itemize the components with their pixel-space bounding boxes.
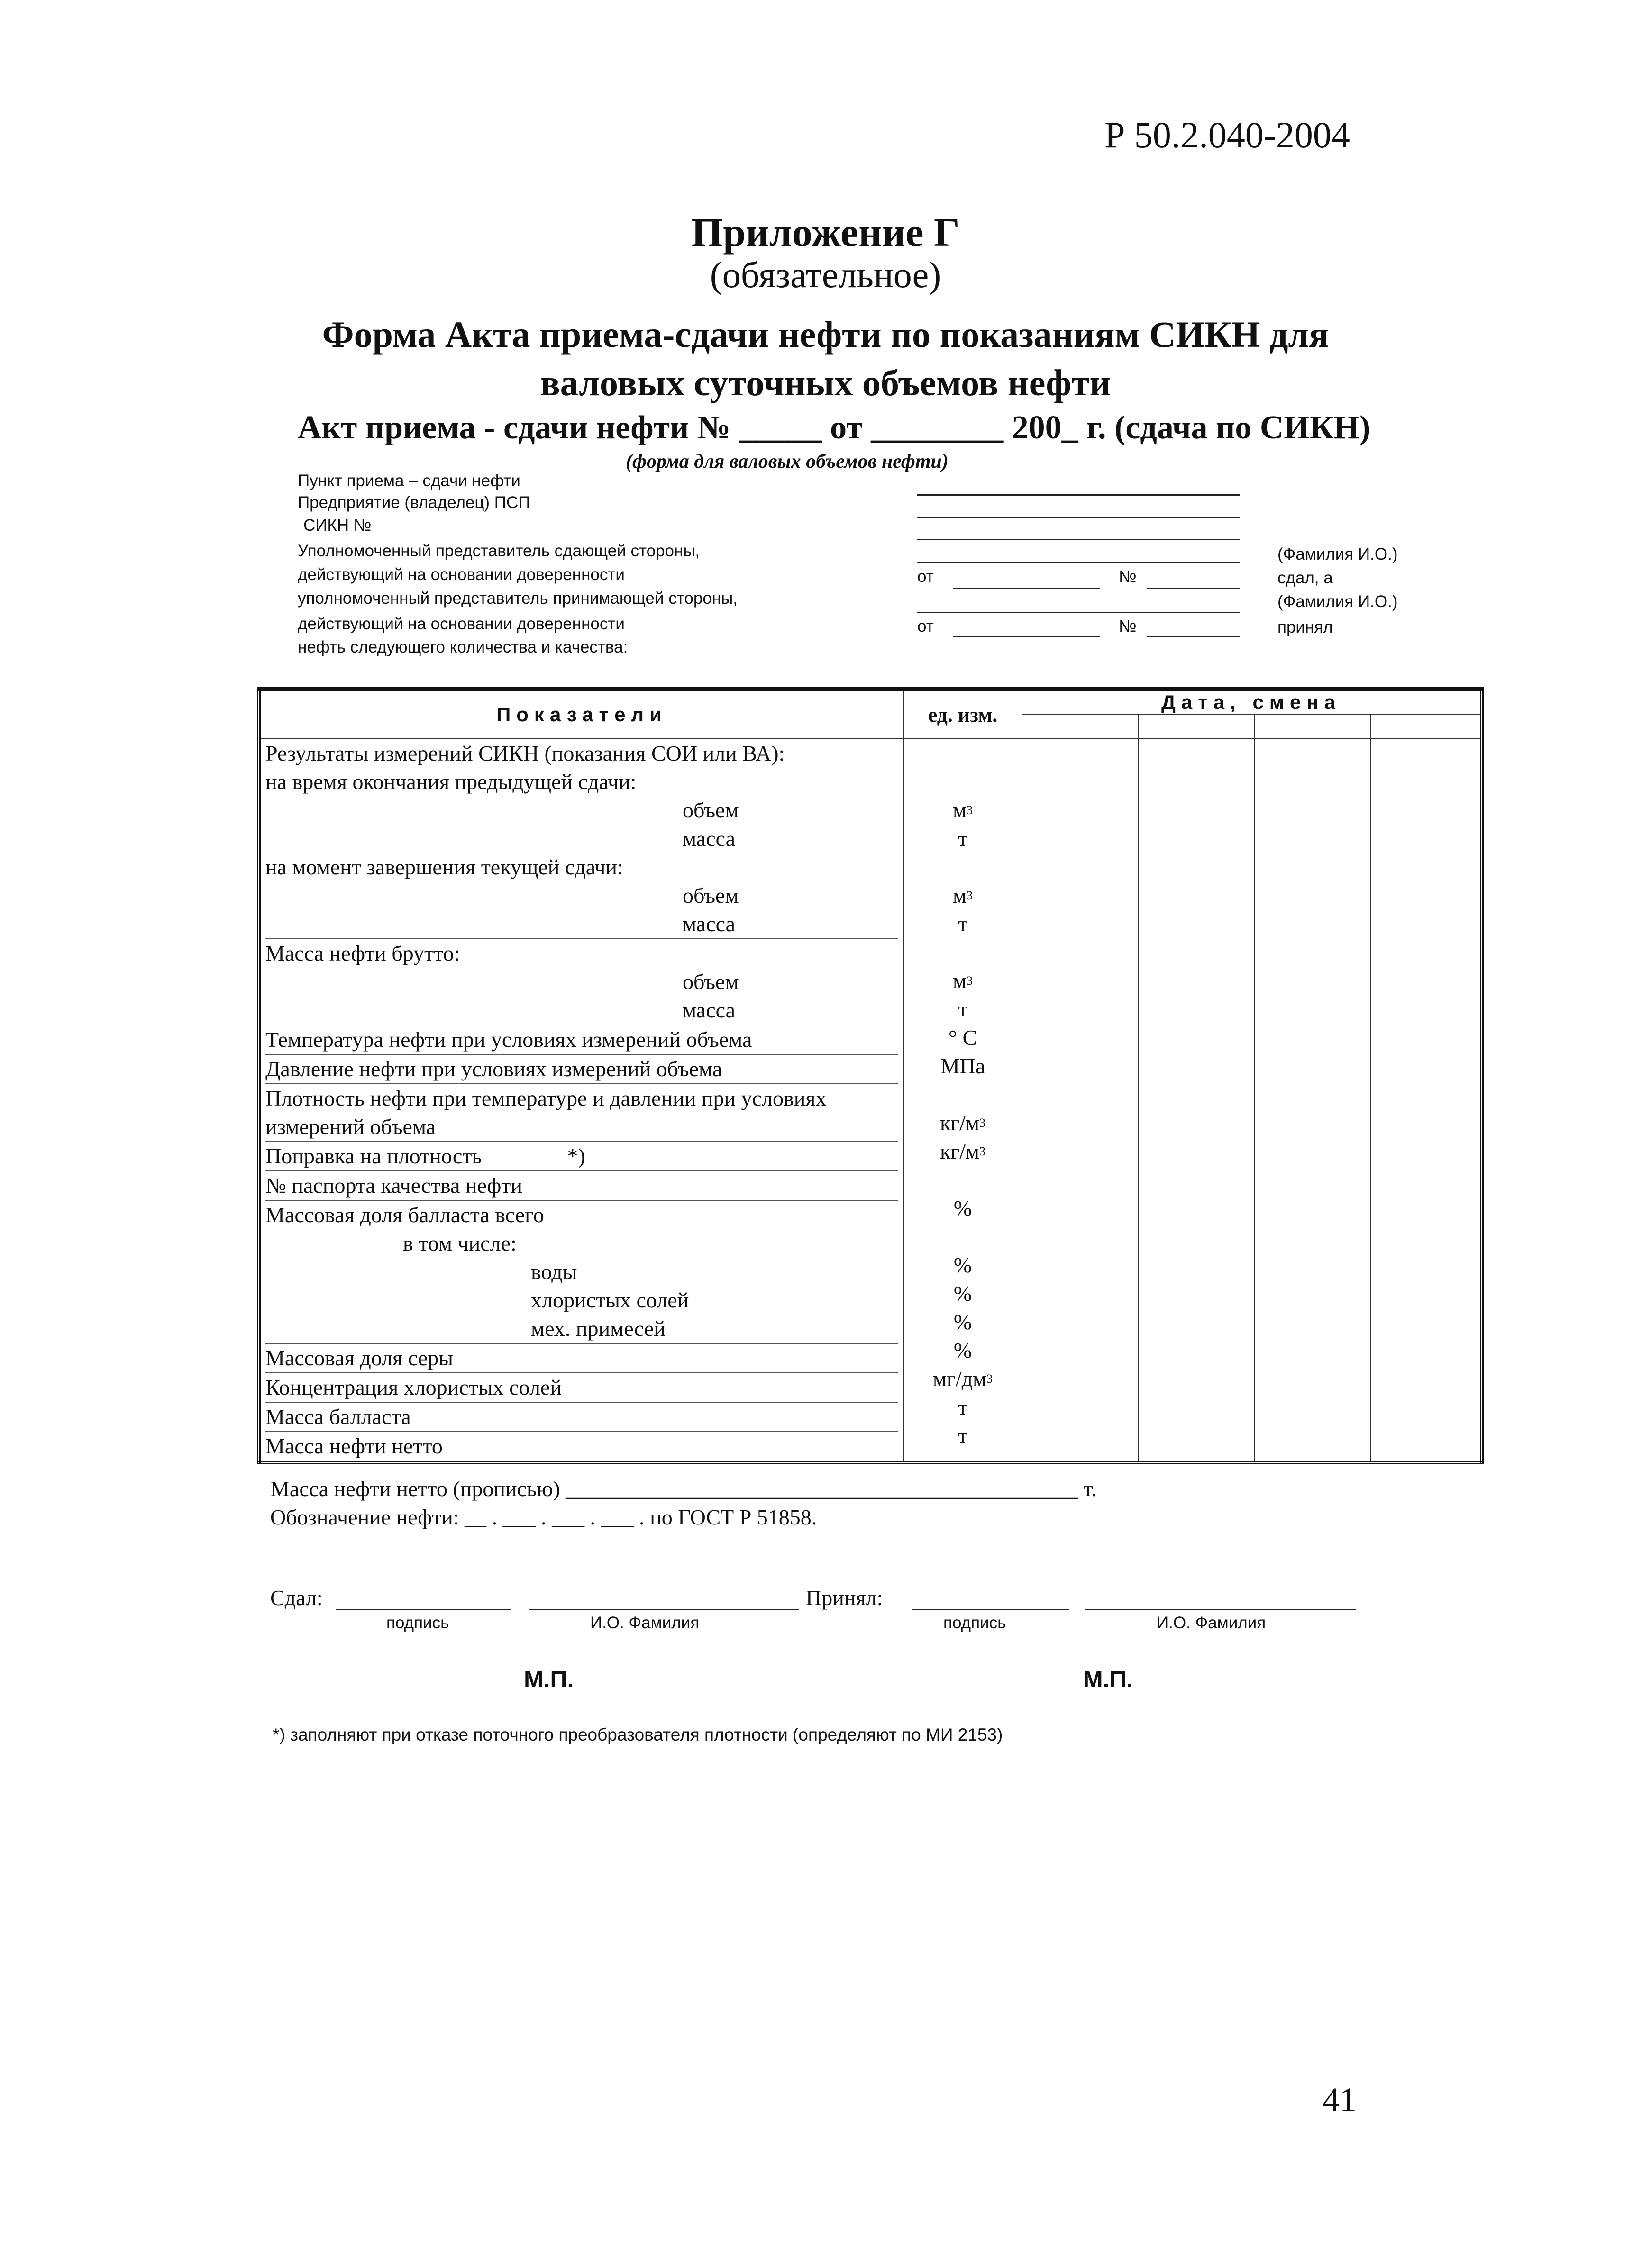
fill-line-sikn[interactable]	[917, 539, 1240, 540]
unit-percent: %	[953, 1310, 972, 1334]
unit-blank-4	[909, 938, 1017, 967]
fill-line-point[interactable]	[917, 494, 1240, 496]
field-sikn-label: СИКН №	[303, 516, 372, 535]
row-ballast-mass: Масса балласта	[265, 1403, 898, 1432]
row-current-delivery: на момент завершения текущей сдачи:	[265, 855, 623, 879]
prinyal-signature-line[interactable]	[912, 1609, 1069, 1610]
indicators-table	[257, 687, 1484, 1464]
fill-line-ot-1[interactable]	[953, 588, 1100, 589]
field-enterprise-label: Предприятие (владелец) ПСП	[298, 493, 530, 512]
appendix-title: Приложение Г	[691, 209, 960, 255]
col-header-date-shift: Дата, смена	[1022, 689, 1482, 714]
row-mech-impurities: мех. примесей	[265, 1315, 898, 1344]
fill-line-rep-receiving[interactable]	[917, 612, 1240, 613]
fill-line-rep-giving[interactable]	[917, 562, 1240, 563]
ot-1-label: от	[917, 567, 934, 586]
sdal-signature-line[interactable]	[336, 1609, 511, 1610]
sdal-name-line[interactable]	[529, 1609, 799, 1610]
footnote-mark: *)	[567, 1144, 585, 1168]
row-current-mass: масса	[265, 910, 898, 939]
unit-kg-m3: $кг/м^3$	[940, 1111, 986, 1135]
unit-mg-dm3: $мг/дм^3$	[932, 1367, 993, 1391]
data-column-4[interactable]	[1370, 739, 1482, 1462]
row-gross-volume: объем	[683, 970, 739, 994]
unit-m3: $м^3$	[952, 798, 973, 822]
row-density-correction-label: Поправка на плотность	[265, 1144, 482, 1168]
unit-blank-3	[909, 853, 1017, 881]
indicators-cell	[259, 739, 903, 1462]
row-density-line1: Плотность нефти при температуре и давлении при условиях	[265, 1086, 827, 1110]
date-subcell-2[interactable]	[1138, 714, 1254, 739]
fill-line-enterprise[interactable]	[917, 517, 1240, 518]
fill-line-ot-2[interactable]	[953, 636, 1100, 637]
act-subtitle: (форма для валовых объемов нефти)	[626, 451, 949, 472]
row-ballast-total: Массовая доля балласта всего	[265, 1203, 544, 1227]
date-subcell-1[interactable]	[1022, 714, 1138, 739]
unit-kg-m3: $кг/м^3$	[940, 1139, 986, 1163]
data-column-1[interactable]	[1022, 739, 1138, 1462]
sdal-signature-caption: подпись	[386, 1614, 449, 1632]
form-title-line2: валовых суточных объемов нефти	[540, 362, 1111, 403]
row-gross-mass-value: масса	[265, 996, 898, 1025]
row-density-correction	[265, 1142, 898, 1171]
row-including: в том числе:	[403, 1231, 517, 1255]
oil-designation: Обозначение нефти: __ . ___ . ___ . ___ . по ГОСТ Р 51858.	[270, 1505, 817, 1529]
sdal-name-caption: И.О. Фамилия	[590, 1614, 700, 1632]
row-current-volume: объем	[683, 883, 739, 907]
prinyal-label: Принял:	[806, 1586, 883, 1610]
unit-blank-6	[909, 1166, 1017, 1194]
field-oil-following-label: нефть следующего количества и качества:	[298, 638, 628, 656]
row-prev-volume: объем	[683, 798, 739, 822]
act-title: Акт приема - сдачи нефти № _____ от ________ 200_ г. (сдача по СИКН)	[298, 409, 1371, 446]
field-rep-receiving-label: уполномоченный представитель принимающей стороны,	[298, 589, 738, 608]
form-title-line1: Форма Акта приема-сдачи нефти по показаниям СИКН для	[322, 314, 1329, 355]
field-acting-2-label: действующий на основании доверенности	[298, 615, 625, 633]
row-temperature: Температура нефти при условиях измерений объема	[265, 1025, 898, 1055]
unit-m3: $м^3$	[952, 969, 973, 993]
unit-m3: $м^3$	[952, 883, 973, 907]
field-acting-1-label: действующий на основании доверенности	[298, 565, 625, 584]
unit-percent: %	[953, 1253, 972, 1277]
sdal-note: сдал, а	[1277, 569, 1333, 587]
unit-percent: %	[953, 1338, 972, 1362]
unit-mpa: МПа	[940, 1054, 985, 1078]
no-2-label: №	[1119, 617, 1137, 635]
sdal-label: Сдал:	[270, 1586, 323, 1610]
fill-line-no-1[interactable]	[1147, 588, 1240, 589]
unit-percent: %	[953, 1281, 972, 1306]
row-pressure: Давление нефти при условиях измерений объема	[265, 1055, 898, 1084]
prinyal-name-line[interactable]	[1085, 1609, 1356, 1610]
unit-t: т	[958, 997, 968, 1021]
net-mass-in-words: Масса нефти нетто (прописью) _______________________________________________ т.	[270, 1477, 1097, 1501]
fill-line-no-2[interactable]	[1147, 636, 1240, 637]
fio-note-1: (Фамилия И.О.)	[1277, 545, 1398, 563]
prinyal-note: принял	[1277, 618, 1333, 636]
row-quality-passport: № паспорта качества нефти	[265, 1171, 898, 1201]
col-header-unit: ед. изм.	[903, 689, 1022, 739]
unit-blank-5	[909, 1080, 1017, 1109]
col-header-indicators: Показатели	[259, 689, 903, 739]
units-cell	[903, 739, 1022, 1462]
unit-t: т	[958, 912, 968, 936]
date-subcell-4[interactable]	[1370, 714, 1482, 739]
field-rep-giving-label: Уполномоченный представитель сдающей стороны,	[298, 542, 700, 560]
seal-place-left: М.П.	[524, 1666, 574, 1693]
row-chloride-concentration: Концентрация хлористых солей	[265, 1373, 898, 1403]
unit-t: т	[958, 1424, 968, 1448]
row-sulfur: Массовая доля серы	[265, 1344, 898, 1373]
unit-percent: %	[953, 1196, 972, 1220]
appendix-type: (обязательное)	[710, 254, 941, 295]
footnote: *) заполняют при отказе поточного преобразователя плотности (определяют по МИ 2153)	[273, 1725, 1003, 1744]
prinyal-signature-caption: подпись	[943, 1614, 1006, 1632]
data-column-3[interactable]	[1254, 739, 1370, 1462]
form-title	[0, 310, 1651, 407]
row-density-line2: измерений объема	[265, 1113, 898, 1142]
fio-note-2: (Фамилия И.О.)	[1277, 592, 1398, 611]
row-water: воды	[531, 1260, 577, 1284]
unit-t: т	[958, 1395, 968, 1419]
row-net-mass: Масса нефти нетто	[265, 1434, 443, 1458]
no-1-label: №	[1119, 567, 1137, 586]
field-point-label: Пункт приема – сдачи нефти	[298, 472, 520, 490]
row-prev-delivery: на время окончания предыдущей сдачи:	[265, 770, 637, 794]
page-number: 41	[1323, 2081, 1357, 2119]
ot-2-label: от	[917, 617, 934, 635]
date-subcell-3[interactable]	[1254, 714, 1370, 739]
data-column-2[interactable]	[1138, 739, 1254, 1462]
seal-place-right: М.П.	[1083, 1666, 1133, 1693]
row-gross-mass: Масса нефти брутто:	[265, 941, 460, 965]
row-prev-mass: масса	[683, 826, 736, 851]
unit-blank-2	[909, 768, 1017, 796]
prinyal-name-caption: И.О. Фамилия	[1157, 1614, 1266, 1632]
unit-deg-c: ° С	[948, 1025, 977, 1050]
document-number: Р 50.2.040-2004	[1104, 114, 1350, 155]
unit-t: т	[958, 826, 968, 851]
unit-blank-7	[909, 1223, 1017, 1251]
unit-blank-1	[909, 739, 1017, 768]
row-chloride-salts: хлористых солей	[531, 1288, 689, 1312]
row-sikn-results: Результаты измерений СИКН (показания СОИ или ВА):	[265, 741, 785, 765]
